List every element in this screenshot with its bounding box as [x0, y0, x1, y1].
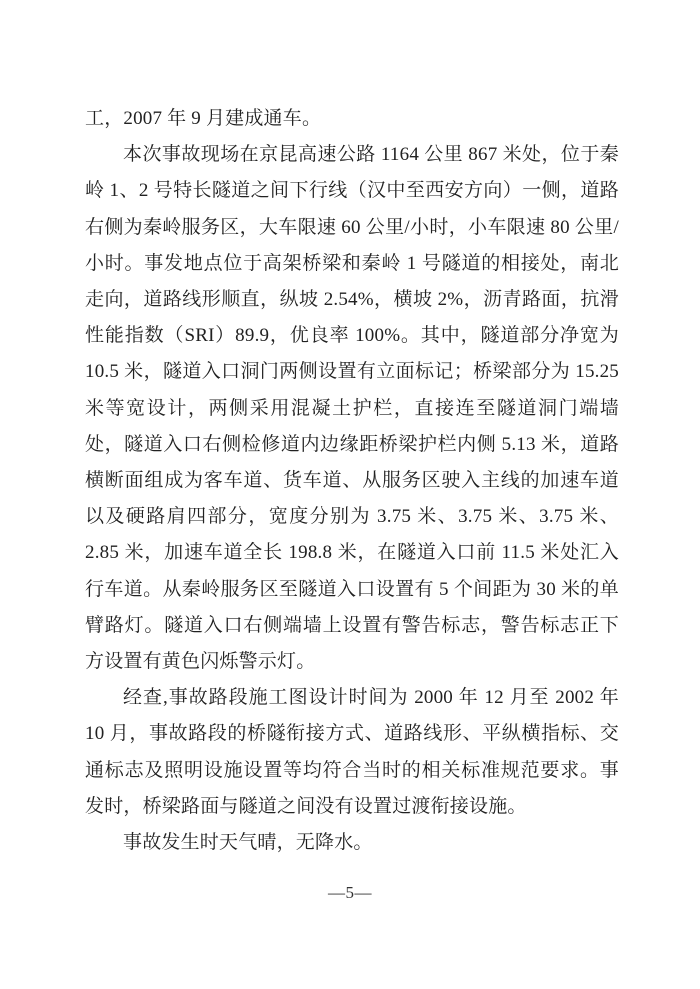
paragraph-design-compliance: 经查,事故路段施工图设计时间为 2000 年 12 月至 2002 年 10 月，事故路段的桥隧衔接方式、道路线形、平纵横指标、交通标志及照明设施设置等均符合当时的相关标准规范要求。事发时，桥梁路面与隧道之间没有设置过渡衔接设施。 — [85, 687, 619, 817]
paragraph-accident-scene: 本次事故现场在京昆高速公路 1164 公里 867 米处，位于秦岭 1、2 号特长隧道之间下行线（汉中至西安方向）一侧，道路右侧为秦岭服务区，大车限速 60 公里/小时，小车限速 80 公里/小时。事发地点位于高架桥梁和秦岭 1 号隧道的相接处，南北走向，道路线形顺直，纵坡 2.54%，横坡 2%，沥青路面，抗滑性能指数（SRI）89.9，优良率 100%。其中，隧道部分净宽为 10.5 米，隧道入口洞门两侧设置有立面标记；桥梁部分为 15.25 米等宽设计，两侧采用混凝土护栏，直接连至隧道洞门端墙处，隧道入口右侧检修道内边缘距桥梁护栏内侧 5.13 米，道路横断面组成为客车道、货车道、从服务区驶入主线的加速车道以及硬路肩四部分，宽度分别为 3.75 米、3.75 米、3.75 米、2.85 米，加速车道全长 198.8 米，在隧道入口前 11.5 米处汇入行车道。从秦岭服务区至隧道入口设置有 5 个间距为 30 米的单臂路灯。隧道入口右侧端墙上设置有警告标志，警告标志正下方设置有黄色闪烁警示灯。 — [85, 144, 619, 673]
page-number: —5— — [328, 883, 372, 902]
document-body — [85, 101, 619, 861]
paragraph-weather: 事故发生时天气晴，无降水。 — [123, 832, 373, 854]
paragraph-continuation: 工，2007 年 9 月建成通车。 — [85, 108, 322, 129]
